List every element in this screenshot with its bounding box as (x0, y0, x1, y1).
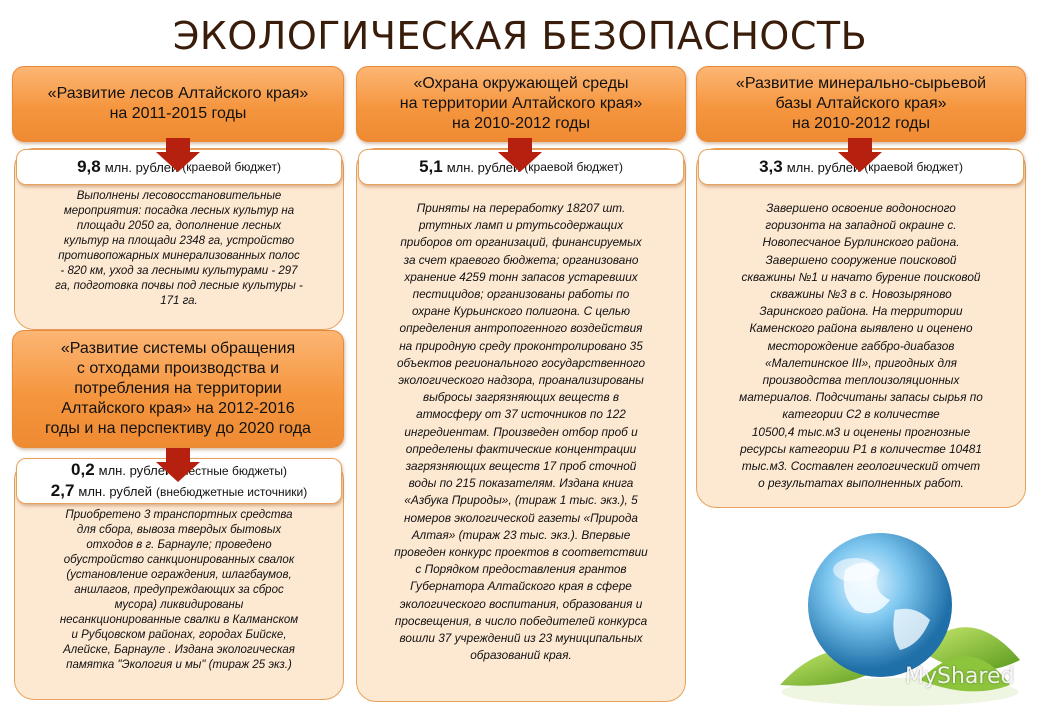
col1b-funds1-value: 0,2 (71, 460, 95, 479)
col1-arrow-icon (156, 152, 200, 172)
col2-header (356, 66, 686, 142)
col1-funds-unit: млн. рублей (104, 159, 179, 175)
page-title: ЭКОЛОГИЧЕСКАЯ БЕЗОПАСНОСТЬ (172, 14, 868, 58)
col1b-funds2-note: (внебюджетные источники) (156, 485, 308, 499)
col1-funds-note: (краевой бюджет) (182, 160, 281, 174)
col3-text: Завершено освоение водоносного горизонта на западной окраине с. Новопесчаное Бурлинского района. Завершено сооружение поисковой скважины №1 и начато бурение поисковой скважины №3 в с. Новозыряново Заринского района. На территории Каменского района выявлено и оценено месторождение габбро-диабазов «Малетинское III», пригодных для производства теплоизоляционных материалов. Подсчитаны запасы сырья по категории С2 в количестве 10500,4 тыс.м3 и оценены прогнозные ресурсы категории Р1 в количестве 10481 тыс.м3. Составлен геологический отчет о результатах выполненных работ. (739, 201, 983, 491)
col3-funds-unit: млн. рублей (786, 159, 861, 175)
col1-text: Выполнены лесовосстановительные мероприятия: посадка лесных культур на площади 2050 га, дополнение лесных культур на площади 2348 га, устройство противопожарных минерализованных полос - 820 км, уход за лесными культурами - 297 га, подготовка почвы под лесные культуры - 171 га. (55, 190, 303, 307)
col2-header-text: «Охрана окружающей среды на территории Алтайского края» на 2010-2012 годы (399, 75, 643, 132)
col1b-funds2-value: 2,7 (50, 481, 75, 500)
watermark-text: MyShared (905, 664, 1015, 689)
col1-header-text: «Развитие лесов Алтайского края» на 2011-2015 годы (47, 85, 309, 122)
col2-funds-value: 5,1 (419, 157, 443, 176)
col3-header (696, 66, 1026, 142)
col1b-funds1-unit: млн. рублей (98, 463, 173, 478)
col1b-header-text: «Развитие системы обращения с отходами производства и потребления на территории Алтайского края» на 2012-2016 годы и на перспективу до 2020 года (45, 340, 311, 437)
col1b-arrow-icon (156, 462, 200, 482)
col2-text: Приняты на переработку 18207 шт. ртутных ламп и ртутьсодержащих приборов от организаций, финансируемых за счет краевого бюджета; организовано хранение 4259 тонн запасов устаревших пестицидов; организованы работы по охране Курьинского полигона. С целью определения антропогенного воздействия на природную среду проконтролировано 35 объектов регионального государственного экологического надзора, проанализированы выбросы загрязняющих веществ в атмосферу от 37 источников по 122 ингредиентам. Произведен отбор проб и определены фактические концентрации загрязняющих веществ 17 проб сточной воды по 215 показателям. Издана книга «Азбука Природы», (тираж 1 тыс. экз.), 5 номеров экологической газеты «Природа Алтая» (тираж 23 тыс. экз.). Впервые проведен конкурс проектов в соответствии с Порядком предоставления грантов Губернатора Алтайского края в сфере экологического воспитания, образования и просвещения, в число победителей конкурса вошли 37 учреждений из 23 муниципальных образований края. (394, 201, 648, 663)
col2-funds-unit: млн. рублей (446, 159, 521, 175)
col2-arrow-icon (498, 152, 542, 172)
col1-header (12, 66, 344, 142)
col1b-header (12, 330, 344, 448)
col3-arrow-icon (838, 152, 882, 172)
col1-funds-value: 9,8 (77, 157, 101, 176)
col1b-funds1-note: (местные бюджеты) (176, 464, 287, 478)
col3-funds-note: (краевой бюджет) (864, 160, 963, 174)
col3-funds-value: 3,3 (759, 157, 783, 176)
col3-header-text: «Развитие минерально-сырьевой базы Алтайского края» на 2010-2012 годы (735, 75, 987, 132)
col1b-funds2-unit: млн. рублей (78, 484, 153, 499)
col1b-text: Приобретено 3 транспортных средства для сбора, вывоза твердых бытовых отходов в г. Барнауле; проведено обустройство санкционированных свалок (установление ограждения, шлагбаумов, аншлагов, предупреждающих за сброс мусора) ликвидированы несанкционированные свалки в Калманском и Рубцовском районах, городах Бийске, Алейске, Барнауле . Издана экологическая памятка "Экология и мы" (тираж 25 экз.) (59, 509, 299, 671)
col2-funds-note: (краевой бюджет) (524, 160, 623, 174)
